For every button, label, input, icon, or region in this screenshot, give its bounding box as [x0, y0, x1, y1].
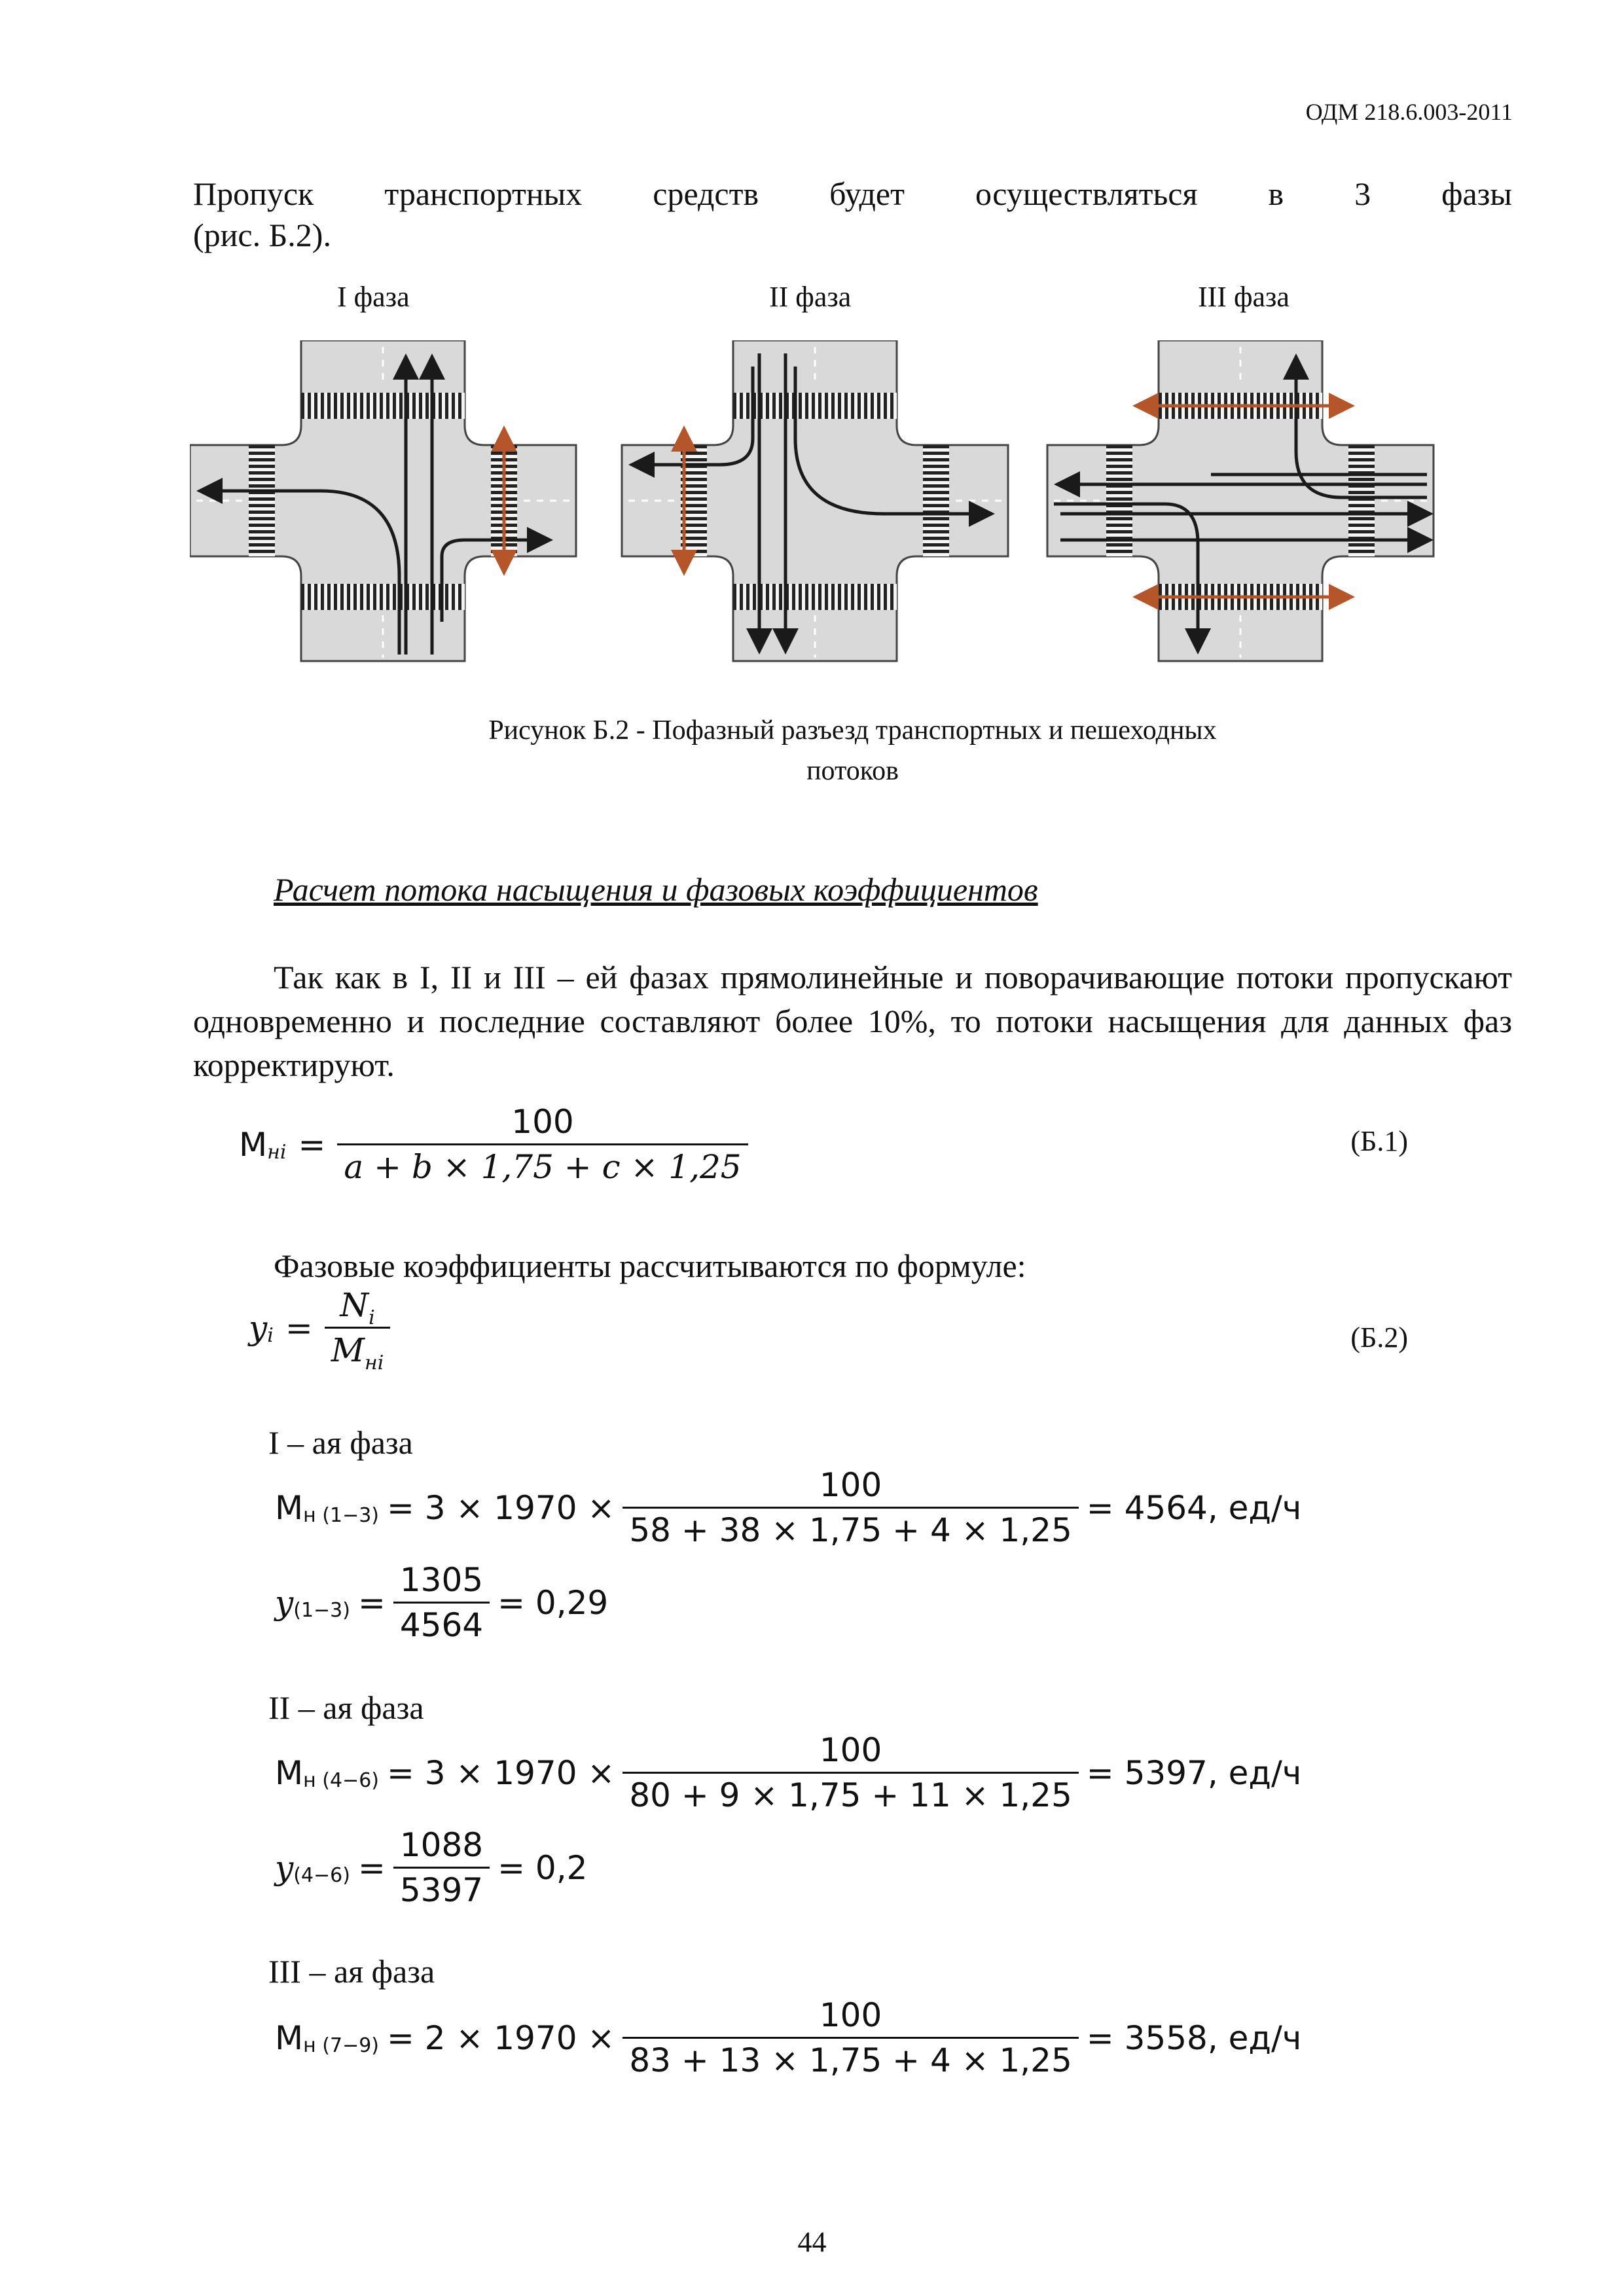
figure-caption: Рисунок Б.2 - Пофазный разъезд транспортных и пешеходных потоков	[488, 715, 1217, 786]
phase-1-diagram	[190, 340, 576, 661]
phase-1-y-formula: y (1−3) = $\frac{1305}{4564}$ = 0,29	[275, 1561, 609, 1644]
formula-b2-intro: Фазовые коэффициенты рассчитываются по формуле:	[274, 1247, 1026, 1284]
phase-2-title: II – ая фаза	[268, 1689, 424, 1726]
phase-label-2: II фаза	[769, 281, 852, 313]
document-id-header: ОДМ 218.6.003-2011	[1305, 99, 1513, 125]
formula-b2: y i = $\frac{N_i}{M_{нi}}$	[249, 1286, 390, 1369]
intro-line-1: Пропуск транспортных средств будет осуществляться в 3 фазы	[193, 175, 1512, 212]
formula-b1-number: (Б.1)	[1350, 1125, 1408, 1157]
section-title: Расчет потока насыщения и фазовых коэффициентов	[274, 871, 1038, 908]
intro-line-2: (рис. Б.2).	[193, 217, 331, 253]
phase-3-m-formula: М н (7−9) = 2 × 1970 × $\frac{100}{83 + 13 \times 1,75 + 4 \times 1,25}$ = 3558, ед/ч	[275, 1996, 1302, 2079]
phase-2-m-formula: М н (4−6) = 3 × 1970 × $\frac{100}{80 + 9 \times 1,75 + 11 \times 1,25}$ = 5397, ед/ч	[275, 1731, 1302, 1814]
phase-1-title: I – ая фаза	[268, 1424, 413, 1461]
body-paragraph: Так как в I, II и III – ей фазах прямолинейные и поворачивающие потоки пропускают одновременно и последние составляют более 10%, то потоки насыщения для данных фаз корректируют.	[193, 959, 1512, 1083]
phase-diagrams	[190, 340, 1512, 674]
phase-2-y-formula: y (4−6) = $\frac{1088}{5397}$ = 0,2	[275, 1826, 588, 1909]
phase-3-title: III – ая фаза	[268, 1953, 435, 1990]
phase-1-m-formula: М н (1−3) = 3 × 1970 × $\frac{100}{58 + 38 \times 1,75 + 4 \times 1,25}$ = 4564, ед/ч	[275, 1466, 1302, 1549]
phase-3-diagram	[1047, 340, 1434, 661]
phase-label-3: III фаза	[1198, 281, 1290, 313]
formula-b2-number: (Б.2)	[1350, 1321, 1408, 1354]
formula-b1: М нi = $\frac{100}{a + b \times 1,75 + c \times 1,25}$	[239, 1103, 748, 1186]
page-number: 44	[797, 2226, 827, 2258]
phase-label-1: I фаза	[337, 281, 410, 313]
phase-2-diagram	[622, 340, 1008, 661]
